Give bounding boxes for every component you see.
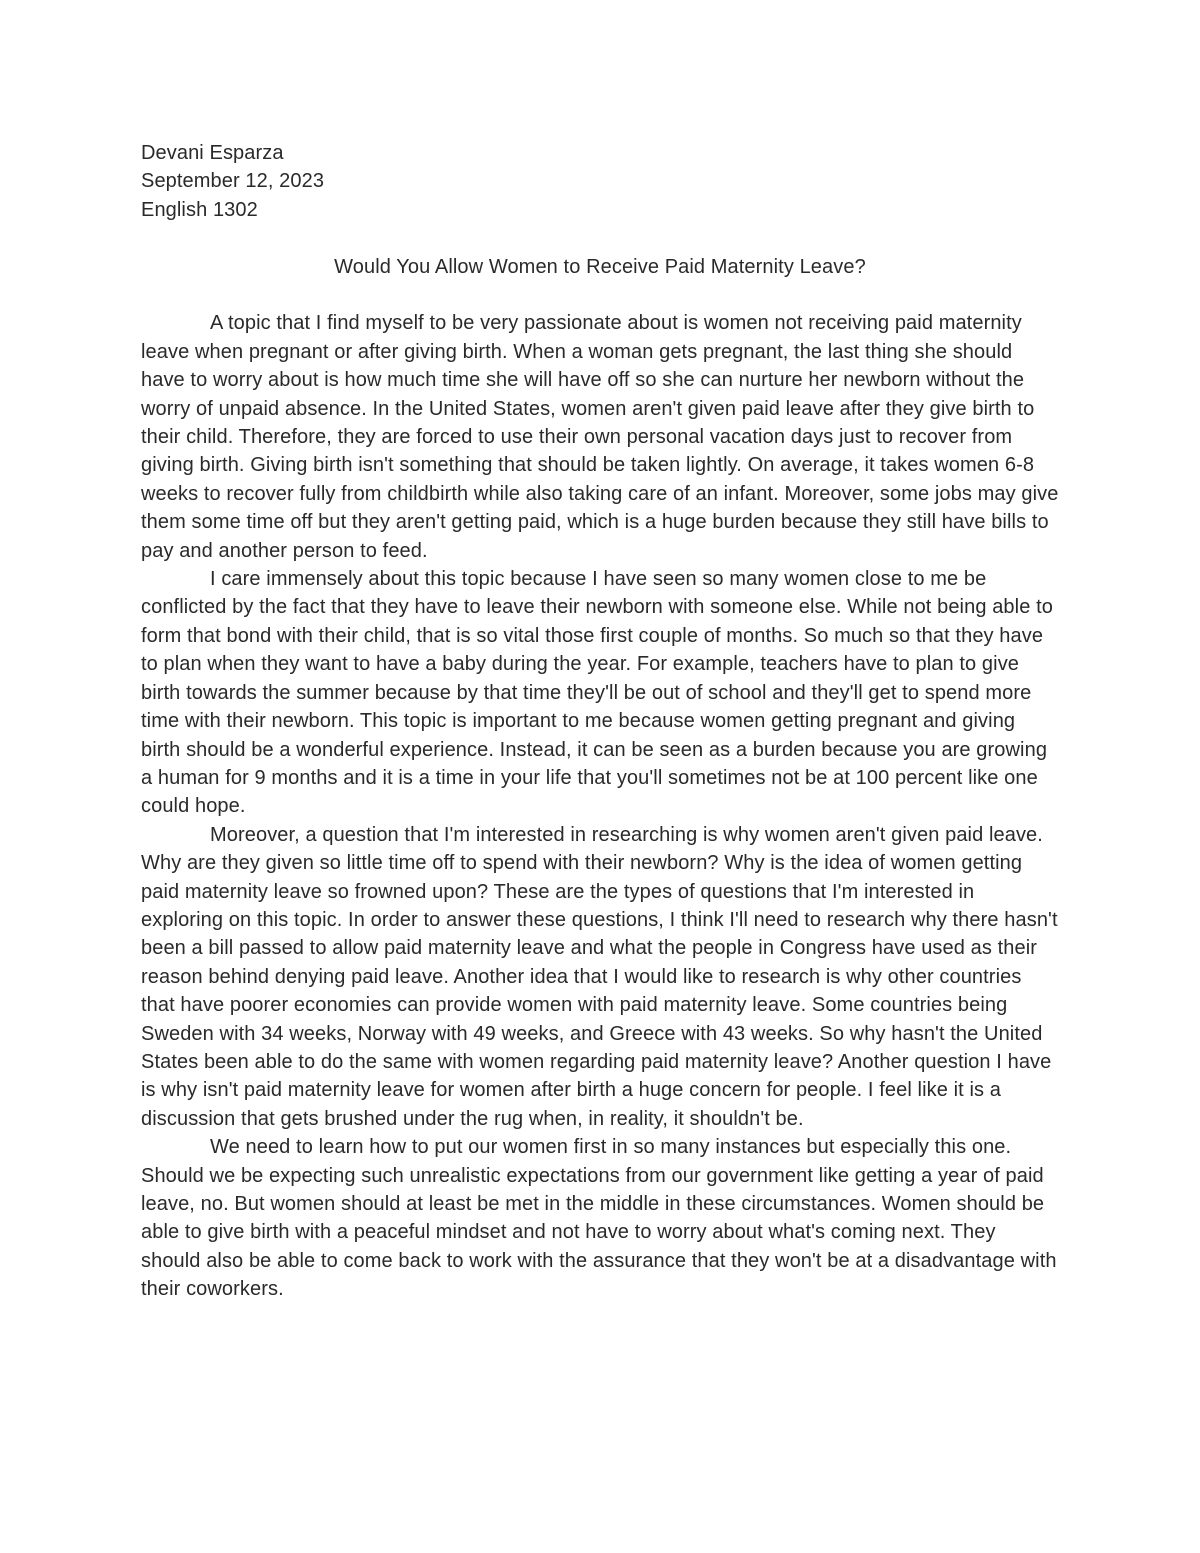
document-date: September 12, 2023 [141, 170, 325, 193]
paragraph-2: I care immensely about this topic because I have seen so many women close to me be conflicted by the fact that they have to leave their newborn with someone else. While not being able to form that bond with their child, that is so vital those first couple of months. So much so that they have to plan when they want to have a baby during the year. For example, teachers have to plan to give birth towards the summer because by that time they'll be out of school and they'll get to spend more time with their newborn. This topic is important to me because women getting pregnant and giving birth should be a wonderful experience. Instead, it can be seen as a burden because you are growing a human for 9 months and it is a time in your life that you'll sometimes not be at 100 percent like one could hope. [141, 568, 1053, 818]
paragraph-3: Moreover, a question that I'm interested in researching is why women aren't given paid leave. Why are they given so little time off to spend with their newborn? Why is the idea of women getting paid maternity leave so frowned upon? These are the types of questions that I'm interested in exploring on this topic. In order to answer these questions, I think I'll need to research why there hasn't been a bill passed to allow paid maternity leave and what the people in Congress have used as their reason behind denying paid leave. Another idea that I would like to research is why other countries that have poorer economies can provide women with paid maternity leave. Some countries being Sweden with 34 weeks, Norway with 49 weeks, and Greece with 43 weeks. So why hasn't the United States been able to do the same with women regarding paid maternity leave? Another question I have is why isn't paid maternity leave for women after birth a huge concern for people. I feel like it is a discussion that gets brushed under the rug when, in reality, it shouldn't be. [141, 823, 1058, 1130]
document-body [141, 139, 1059, 1304]
essay-title: Would You Allow Women to Receive Paid Maternity Leave? [334, 255, 866, 278]
paragraph-1: A topic that I find myself to be very passionate about is women not receiving paid maternity leave when pregnant or after giving birth. When a woman gets pregnant, the last thing she should have to worry about is how much time she will have off so she can nurture her newborn without the worry of unpaid absence. In the United States, women aren't given paid leave after they give birth to their child. Therefore, they are forced to use their own personal vacation days just to recover from giving birth. Giving birth isn't something that should be taken lightly. On average, it takes women 6-8 weeks to recover fully from childbirth while also taking care of an infant. Moreover, some jobs may give them some time off but they aren't getting paid, which is a huge burden because they still have bills to pay and another person to feed. [141, 312, 1059, 562]
course-name: English 1302 [141, 198, 258, 221]
paragraph-4: We need to learn how to put our women first in so many instances but especially this one. Should we be expecting such unrealistic expectations from our government like getting a year of paid leave, no. But women should at least be met in the middle in these circumstances. Women should be able to give birth with a peaceful mindset and not have to worry about what's coming next. They should also be able to come back to work with the assurance that they won't be at a disadvantage with their coworkers. [141, 1136, 1057, 1301]
author-name: Devani Esparza [141, 142, 284, 164]
